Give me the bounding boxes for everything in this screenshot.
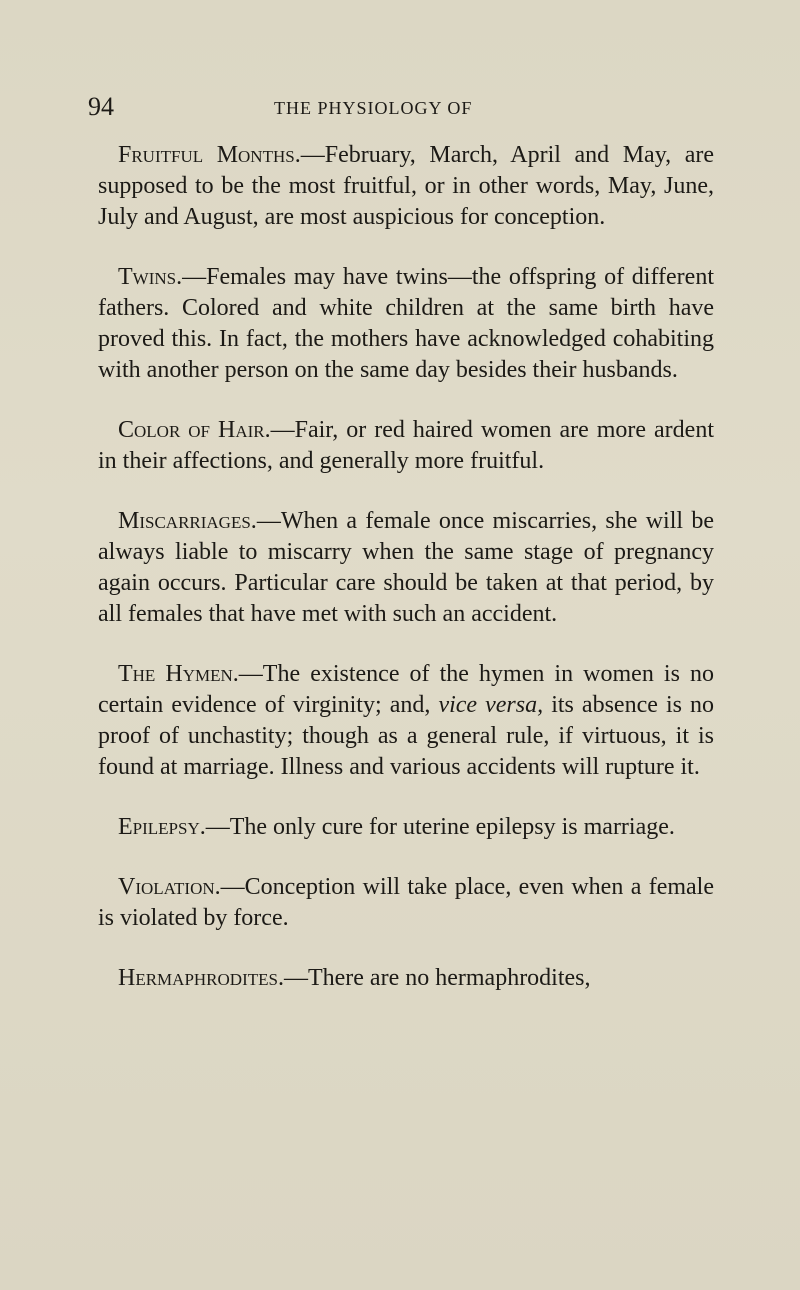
paragraph-twins xyxy=(98,262,714,386)
paragraph-heading: Epilepsy. xyxy=(118,814,206,840)
paragraph-violation xyxy=(98,872,714,934)
paragraph-the-hymen xyxy=(98,659,714,783)
paragraph-fruitful-months xyxy=(98,140,714,233)
paragraph-heading: Hermaphrodites. xyxy=(118,965,284,991)
paragraph-text: —The existence of the hymen in women is no certain evidence of virginity; and, xyxy=(98,661,714,718)
paragraph-text: —Fair, or red haired women are more ardent in their affections, and generally more fruitful. xyxy=(98,417,714,474)
paragraph-color-of-hair xyxy=(98,415,714,477)
paragraph-text: —Females may have twins—the offspring of different fathers. Colored and white children at the same birth have proved this. In fact, the mothers have acknowledged cohabiting with another person on the same day besides their husbands. xyxy=(98,264,714,383)
paragraph-hermaphrodites xyxy=(98,963,714,994)
paragraph-heading: Fruitful Months. xyxy=(118,142,301,168)
paragraph-epilepsy xyxy=(98,812,714,843)
page-number: 94 xyxy=(88,92,114,121)
paragraph-text: —The only cure for uterine epilepsy is marriage. xyxy=(205,814,675,840)
paragraph-heading: The Hymen. xyxy=(118,661,239,687)
paragraph-text: —February, March, April and May, are supposed to be the most fruitful, or in other words, May, June, July and August, are most auspicious for conception. xyxy=(98,142,715,230)
paragraph-text: —There are no hermaphrodites, xyxy=(283,965,591,991)
running-head xyxy=(88,92,728,122)
paragraph-miscarriages xyxy=(98,506,714,630)
paragraph-heading: Twins. xyxy=(118,264,183,290)
running-title: THE PHYSIOLOGY OF xyxy=(274,98,473,118)
paragraph-text: —Conception will take place, even when a female is violated by force. xyxy=(98,874,714,931)
paragraph-italic-text: vice versa, xyxy=(438,692,544,718)
paragraph-text: —When a female once miscarries, she will be always liable to miscarry when the same stage of pregnancy again occurs. Particular care should be taken at that period, by all females that have met with such an accident. xyxy=(98,508,714,627)
paragraph-text: its absence is no proof of unchastity; though as a general rule, if virtuous, it is found at marriage. Illness and various accidents will rupture it. xyxy=(98,692,715,780)
paragraph-heading: Violation. xyxy=(118,874,221,900)
page-body xyxy=(98,140,714,1023)
paragraph-heading: Color of Hair. xyxy=(118,417,271,443)
paragraph-heading: Miscarriages. xyxy=(118,508,257,534)
